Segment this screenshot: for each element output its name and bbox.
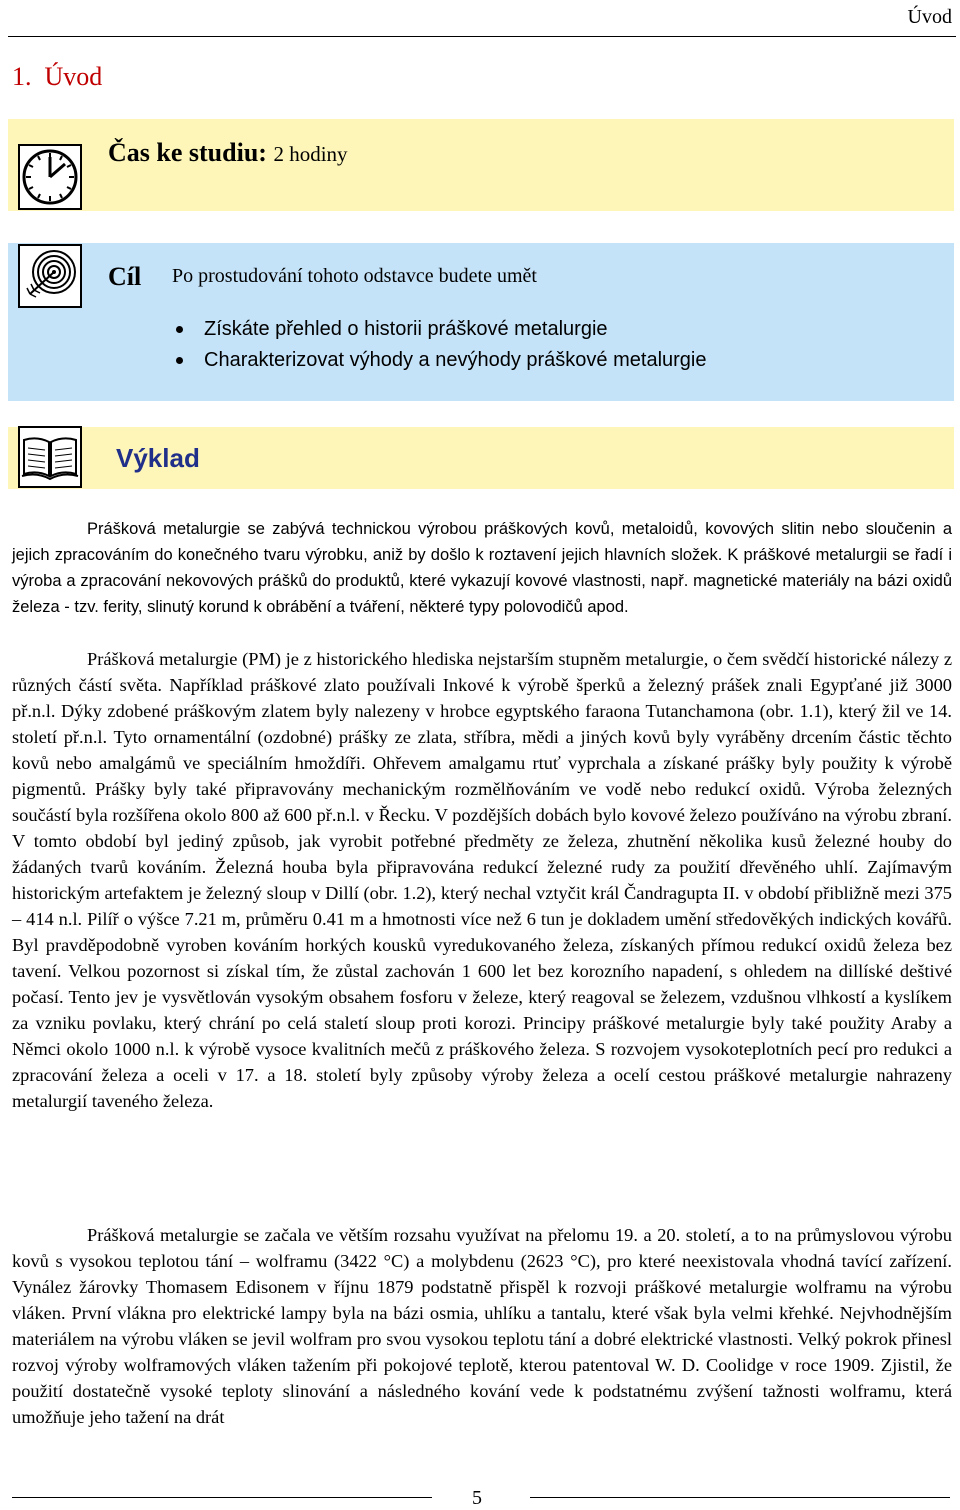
book-icon xyxy=(18,426,82,493)
section-title: Výklad xyxy=(116,443,200,473)
chapter-heading xyxy=(12,62,102,92)
body-paragraph: Prášková metalurgie se zabývá technickou výrobou práškových kovů, metaloidů, kovových slitin nebo sloučenin a jejich zpracováním do konečného tvaru výrobku, aniž by došlo k roztavení jejich hlavních složek. K práškové metalurgii se řadí i výroba a zpracování nekovových prášků do produktů, které vykazují kovové vlastnosti, např. magnetické materiály na bázi oxidů železa - tzv. ferity, slinutý korund k obrábění a tváření, některé typy polovodičů apod. xyxy=(12,520,952,616)
paragraph-2 xyxy=(12,646,952,1114)
target-icon xyxy=(18,244,82,313)
paragraph-1 xyxy=(12,516,952,620)
chapter-title: Úvod xyxy=(44,62,103,91)
goal-label: Cíl xyxy=(108,262,142,291)
chapter-number: 1. xyxy=(12,62,32,91)
goal-item: Získáte přehled o historii práškové metalurgie xyxy=(172,314,706,345)
study-time-title xyxy=(108,138,348,168)
footer-rule-left xyxy=(12,1497,432,1498)
body-paragraph: Prášková metalurgie se začala ve větším rozsahu využívat na přelomu 19. a 20. století, a to na průmyslovou výrobu kovů s vysokou teplotou tání – wolframu (3422 °C) a molybdenu (2623 °C), pro které neexistovala vhodná tavící zařízení. Vynález žárovky Thomasem Edisonem v říjnu 1879 podstatně přispěl k rozvoji práškové metalurgie wolframu na výrobu vláken. První vlákna pro elektrické lampy byla na bázi osmia, uhlíku a tantalu, které však byla velmi křehké. Nejvhodnějším materiálem na výrobu vláken se jevil wolfram pro svou vysokou teplotu tání a dobré elektrické vlastnosti. Velký pokrok přinesl rozvoj výroby wolframových vláken tažením při pokojové teplotě, kterou patentoval W. D. Coolidge v roce 1909. Zjistil, že použití dostatečně vysoké teploty slinování a následného kování vede k podstatnému zvýšení tažnosti wolframu, která umožňuje jeho tažení na drát xyxy=(12,1225,952,1427)
header-rule xyxy=(8,36,956,37)
page-number: 5 xyxy=(472,1487,482,1509)
study-time-label: Čas ke studiu: xyxy=(108,138,267,167)
goal-list xyxy=(172,314,706,376)
paragraph-3 xyxy=(12,1222,952,1430)
study-time-value: 2 hodiny xyxy=(273,142,348,166)
goal-item: Charakterizovat výhody a nevýhody práškové metalurgie xyxy=(172,345,706,376)
goal-intro: Po prostudování tohoto odstavce budete umět xyxy=(172,265,537,287)
clock-icon xyxy=(18,144,82,215)
footer-rule-right xyxy=(530,1497,950,1498)
running-header: Úvod xyxy=(907,6,952,28)
body-paragraph: Prášková metalurgie (PM) je z historického hlediska nejstarším stupněm metalurgie, o čem svědčí historické nálezy z různých částí světa. Například práškové zlato používali Inkové k výrobě šperků a železný prášek znali Egypťané již 3000 př.n.l. Dýky zdobené práškovým zlatem byly nalezeny v hrobce egyptského faraona Tutanchamona (obr. 1.1), který žil ve 14. století př.n.l. Tyto ornamentální (ozdobné) prášky ze zlata, stříbra, mědi a jiných kovů byly vyráběny drcením částic těchto kovů nebo amalgámů ve speciálním hmoždíři. Ohřevem amalgamu rtuť vyprchala a získané prášky byly použity k výrobě pigmentů. Prášky byly také připravovány mechanickým rozmělňováním ve vodě nebo redukcí oxidů. Výroba železných součástí byla rozšířena okolo 800 až 600 př.n.l. v Řecku. V pozdějších dobách bylo kovové železo používáno na výrobu zbraní. V tomto období byl jediný způsob, jak vyrobit potřebné předměty ze železa, zhutnění několika kusů železné houby do žádaných tvarů kováním. Železná houba byla připravována redukcí železné rudy za použití dřevěného uhlí. Zajímavým historickým artefaktem je železný sloup v Dillí (obr. 1.2), který nechal vztyčit král Čandragupta II. v období přibližně mezi 375 – 414 n.l. Pilíř o výšce 7.21 m, průměru 0.41 m a hmotnosti více než 6 tun je dokladem umění středověkých indických kovářů. Byl pravděpodobně vyroben kováním horkých kousků vyredukovaného železa, získaných přímou redukcí oxidů železa bez tavení. Velkou pozornost si získal tím, že zůstal zachován 1 600 let bez korozního napadení, s ohledem na dillíské deštivé počasí. Tento jev je vysvětlován vysokým obsahem fosforu v železe, který reagoval se železem, vzdušnou vlhkostí a kyslíkem za vzniku povlaku, který chrání po celá staletí sloup proti korozi. Principy práškové metalurgie byly také použity Araby a Němci okolo 1000 n.l. k výrobě vysoce kvalitních mečů z práškového železa. S rozvojem vysokoteplotních pecí pro redukci a zpracování železa a oceli v 17. a 18. století byly způsoby výroby železa a ocelí cestou práškové metalurgie nahrazeny metalurgií taveného železa. xyxy=(12,649,952,1111)
